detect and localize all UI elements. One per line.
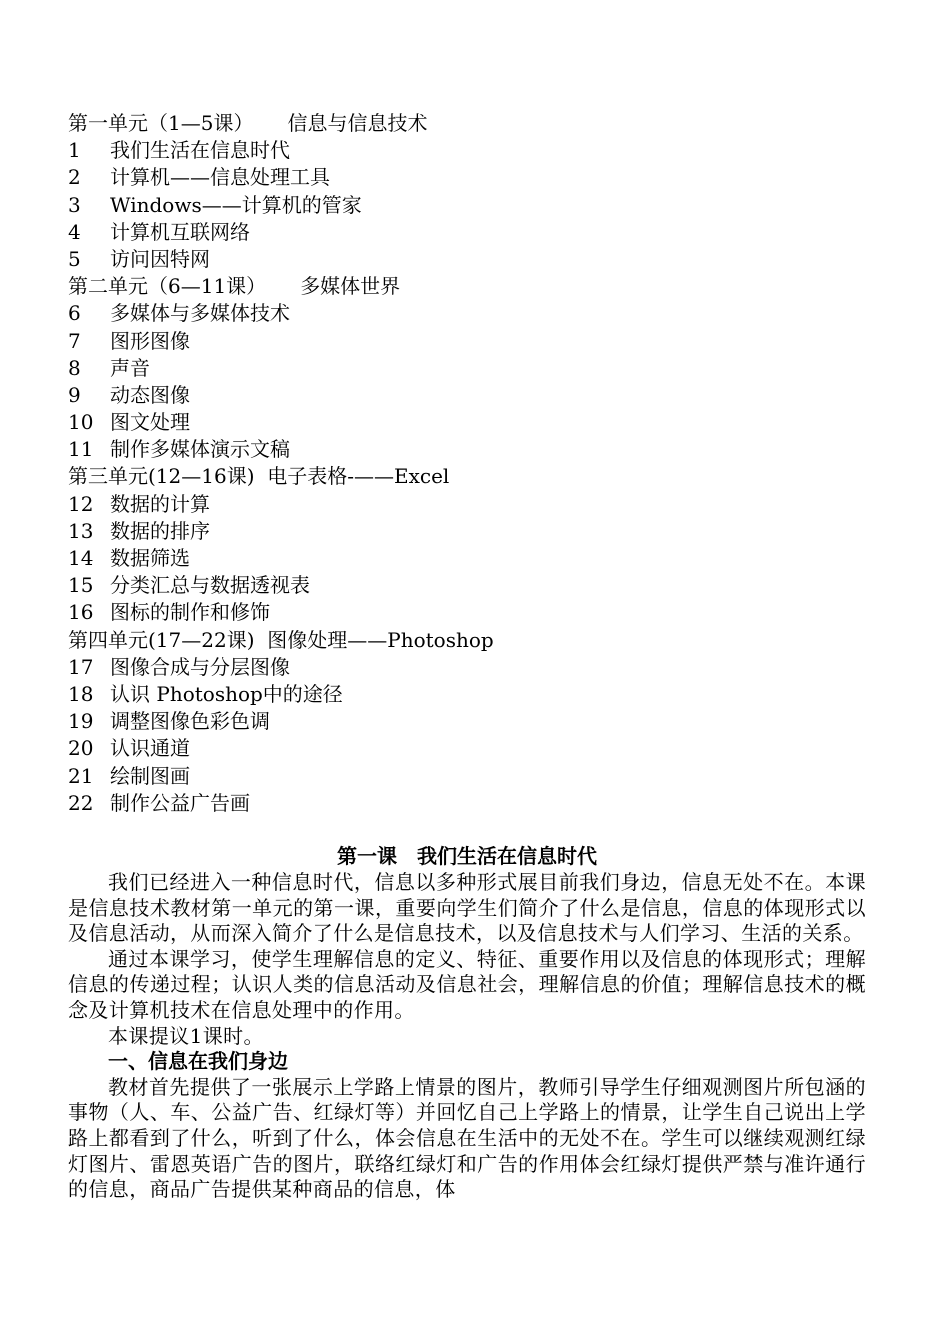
lesson-number: 10 — [68, 410, 94, 435]
lesson-number: 3 — [68, 192, 81, 217]
unit-topic: 电子表格-——Excel — [267, 464, 450, 489]
lesson-number: 17 — [68, 654, 94, 679]
lesson-item — [68, 491, 868, 518]
lesson-item — [68, 192, 868, 219]
lesson-number: 18 — [68, 681, 94, 706]
lesson-item — [68, 355, 868, 382]
lesson-article — [68, 842, 866, 1203]
lesson-item — [68, 328, 868, 355]
unit-title: 第四单元(17—22课) — [68, 627, 255, 652]
lesson-label: 数据的计算 — [110, 491, 210, 516]
lesson-label: 计算机——信息处理工具 — [110, 165, 330, 190]
lesson-number: 20 — [68, 736, 94, 761]
lesson-label: 计算机互联网络 — [110, 219, 250, 244]
article-paragraph: 本课提议1课时。 — [108, 1023, 264, 1048]
lesson-label: 图像合成与分层图像 — [110, 654, 290, 679]
lesson-label: 图文处理 — [110, 410, 190, 435]
lesson-item — [68, 545, 868, 572]
lesson-number: 14 — [68, 546, 94, 570]
unit-title: 第一单元（1—5课） — [68, 111, 254, 135]
unit-heading — [68, 273, 868, 300]
lesson-number: 19 — [68, 709, 94, 734]
unit-heading — [68, 627, 868, 654]
unit-title: 第三单元(12—16课) — [68, 464, 255, 489]
lesson-label: 声音 — [110, 355, 150, 380]
lesson-item — [68, 246, 868, 273]
lesson-item — [68, 654, 868, 681]
lesson-number: 4 — [68, 219, 81, 244]
lesson-item — [68, 572, 868, 599]
lesson-number: 8 — [68, 355, 81, 380]
lesson-label: 制作公益广告画 — [110, 790, 250, 815]
lesson-item — [68, 708, 868, 735]
article-title: 第一课 我们生活在信息时代 — [337, 844, 597, 868]
section-heading: 一、信息在我们身边 — [108, 1049, 288, 1074]
lesson-number: 2 — [68, 165, 81, 190]
lesson-number: 7 — [68, 328, 81, 353]
lesson-label: 动态图像 — [110, 382, 190, 407]
unit-topic: 多媒体世界 — [300, 274, 401, 299]
lesson-label: 访问因特网 — [110, 246, 210, 271]
lesson-label: Windows——计算机的管家 — [110, 192, 362, 217]
lesson-item — [68, 382, 868, 409]
lesson-item — [68, 164, 868, 191]
lesson-label: 制作多媒体演示文稿 — [110, 437, 290, 462]
lesson-number: 21 — [68, 763, 94, 788]
lesson-number: 16 — [68, 600, 94, 625]
lesson-number: 13 — [68, 518, 94, 543]
lesson-number: 5 — [68, 246, 81, 271]
lesson-item — [68, 599, 868, 626]
unit-topic: 图像处理——Photoshop — [267, 627, 494, 652]
unit-topic: 信息与信息技术 — [287, 111, 428, 135]
lesson-label: 多媒体与多媒体技术 — [110, 301, 290, 326]
lesson-item — [68, 409, 868, 436]
lesson-item — [68, 735, 868, 762]
lesson-label: 图形图像 — [110, 328, 190, 353]
lesson-item — [68, 790, 868, 817]
article-paragraph: 通过本课学习，使学生理解信息的定义、特征、重要作用以及信息的体现形式；理解信息的传递过程；认识人类的信息活动及信息社会，理解信息的价值；理解信息技术的概念及计算机技术在信息处理中的作用。 — [68, 946, 866, 1022]
lesson-label: 数据的排序 — [110, 518, 210, 543]
lesson-number: 11 — [68, 437, 94, 462]
lesson-item — [68, 219, 868, 246]
lesson-item — [68, 681, 868, 708]
lesson-number: 15 — [68, 573, 94, 598]
lesson-item — [68, 436, 868, 463]
article-paragraph: 我们已经进入一种信息时代，信息以多种形式展目前我们身边，信息无处不在。本课是信息技术教材第一单元的第一课，重要向学生们简介了什么是信息，信息的体现形式以及信息活动，从而深入简介了什么是信息技术，以及信息技术与人们学习、生活的关系。 — [68, 870, 866, 946]
lesson-number: 12 — [68, 491, 94, 516]
lesson-number: 1 — [68, 138, 81, 163]
lesson-label: 认识 Photoshop中的途径 — [110, 681, 343, 706]
lesson-item — [68, 137, 868, 164]
table-of-contents — [68, 110, 868, 817]
lesson-label: 数据筛选 — [110, 546, 190, 570]
lesson-number: 9 — [68, 382, 81, 407]
unit-title: 第二单元（6—11课） — [68, 274, 267, 299]
lesson-number: 6 — [68, 301, 81, 326]
unit-heading — [68, 110, 868, 137]
unit-heading — [68, 463, 868, 490]
lesson-label: 图标的制作和修饰 — [110, 600, 270, 625]
lesson-number: 22 — [68, 790, 94, 815]
lesson-label: 认识通道 — [110, 736, 190, 761]
section-paragraph: 教材首先提供了一张展示上学路上情景的图片，教师引导学生仔细观测图片所包涵的事物（人、车、公益广告、红绿灯等）并回忆自己上学路上的情景，让学生自己说出上学路上都看到了什么，听到了什么，体会信息在生活中的无处不在。学生可以继续观测红绿灯图片、雷恩英语广告的图片，联络红绿灯和广告的作用体会红绿灯提供严禁与准许通行的信息，商品广告提供某种商品的信息，体 — [68, 1074, 866, 1202]
lesson-item — [68, 518, 868, 545]
lesson-item — [68, 763, 868, 790]
lesson-label: 分类汇总与数据透视表 — [110, 573, 310, 598]
lesson-item — [68, 300, 868, 327]
lesson-label: 调整图像色彩色调 — [110, 709, 270, 734]
lesson-label: 我们生活在信息时代 — [110, 138, 290, 163]
lesson-label: 绘制图画 — [110, 763, 190, 788]
